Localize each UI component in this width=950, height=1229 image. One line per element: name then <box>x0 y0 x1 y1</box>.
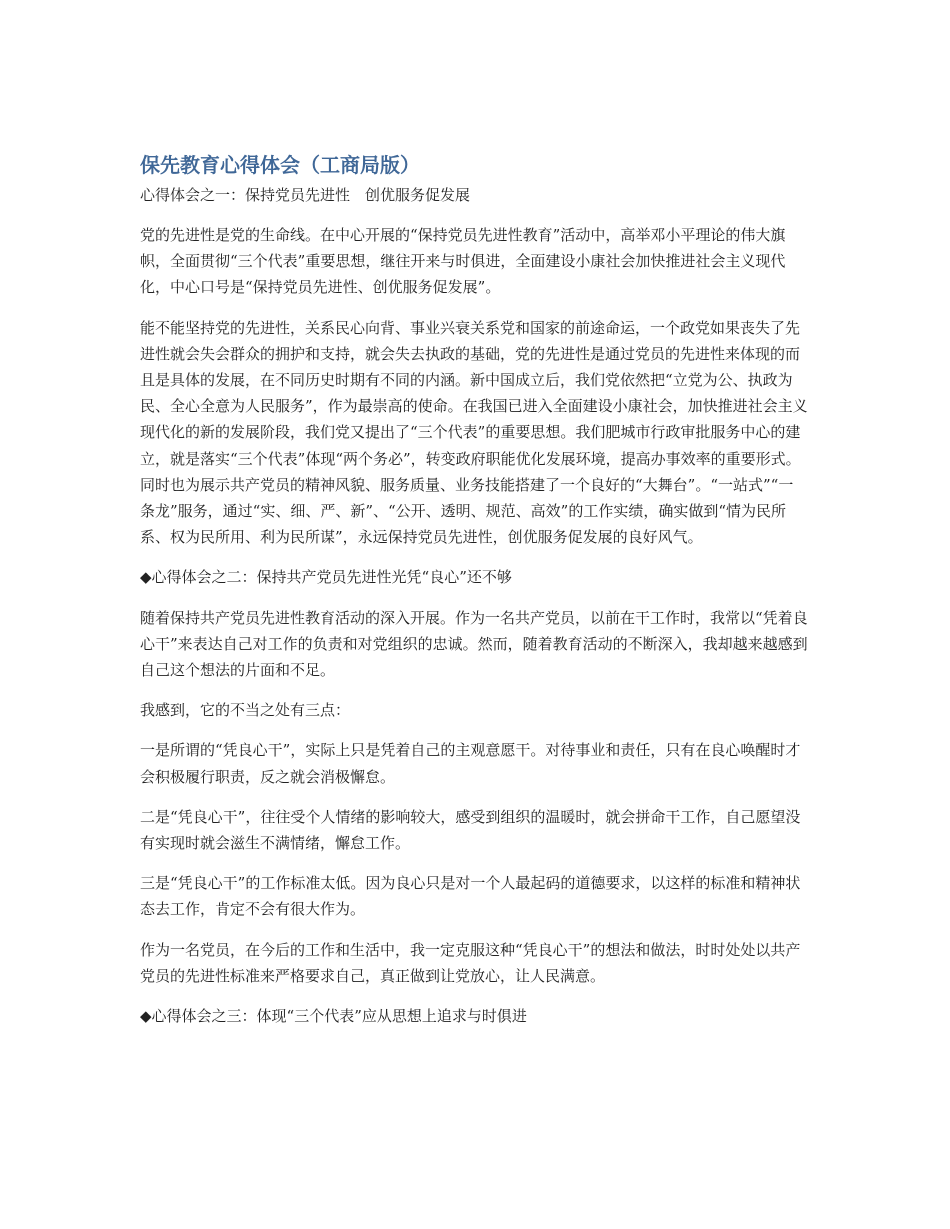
paragraph-3: 随着保持共产党员先进性教育活动的深入开展。作为一名共产党员，以前在干工作时，我常以“凭着良心干”来表达自己对工作的负责和对党组织的忠诚。然而，随着教育活动的不断深入，我却越来越感到自己这个想法的片面和不足。 <box>140 608 808 680</box>
paragraph-7: 三是“凭良心干”的工作标准太低。因为良心只是对一个人最起码的道德要求，以这样的标准和精神状态去工作，肯定不会有很大作为。 <box>140 874 801 919</box>
paragraph-4: 我感到，它的不当之处有三点： <box>140 701 351 720</box>
document-page <box>140 150 808 1043</box>
section-heading-3: ◆心得体会之三：体现“三个代表”应从思想上追求与时俱进 <box>140 1007 527 1026</box>
paragraph-8: 作为一名党员，在今后的工作和生活中，我一定克服这种“凭良心干”的想法和做法，时时处处以共产党员的先进性标准来严格要求自己，真正做到让党放心，让人民满意。 <box>140 940 801 985</box>
paragraph-5: 一是所谓的“凭良心干”，实际上只是凭着自己的主观意愿干。对待事业和责任，只有在良心唤醒时才会积极履行职责，反之就会消极懈怠。 <box>140 741 801 786</box>
document-subtitle: 心得体会之一：保持党员先进性 创优服务促发展 <box>140 186 471 204</box>
paragraph-1: 党的先进性是党的生命线。在中心开展的“保持党员先进性教育”活动中，高举邓小平理论的伟大旗帜，全面贯彻“三个代表”重要思想，继往开来与时俱进，全面建设小康社会加快推进社会主义现代化，中心口号是“保持党员先进性、创优服务促发展”。 <box>140 226 786 297</box>
paragraph-2: 能不能坚持党的先进性，关系民心向背、事业兴衰关系党和国家的前途命运，一个政党如果丧失了先进性就会失会群众的拥护和支持，就会失去执政的基础，党的先进性是通过党员的先进性来体现的而且是具体的发展，在不同历史时期有不同的内涵。新中国成立后，我们党依然把“立党为公、执政为民、全心全意为人民服务”，作为最崇高的使命。在我国已进入全面建设小康社会，加快推进社会主义现代化的新的发展阶段，我们党又提出了“三个代表”的重要思想。我们肥城市行政审批服务中心的建立，就是落实“三个代表”体现“两个务必”，转变政府职能优化发展环境，提高办事效率的重要形式。同时也为展示共产党员的精神风貌、服务质量、业务技能搭建了一个良好的“大舞台”。“一站式”“一条龙”服务，通过“实、细、严、新”、“公开、透明、规范、高效”的工作实绩，确实做到“情为民所系、权为民所用、利为民所谋”，永远保持党员先进性，创优服务促发展的良好风气。 <box>140 318 808 547</box>
paragraph-6: 二是“凭良心干”，往往受个人情绪的影响较大，感受到组织的温暖时，就会拼命干工作，自己愿望没有实现时就会滋生不满情绪，懈怠工作。 <box>140 807 801 853</box>
document-title: 保先教育心得体会（工商局版） <box>140 153 420 177</box>
section-heading-2: ◆心得体会之二：保持共产党员先进性光凭“良心”还不够 <box>140 568 512 587</box>
